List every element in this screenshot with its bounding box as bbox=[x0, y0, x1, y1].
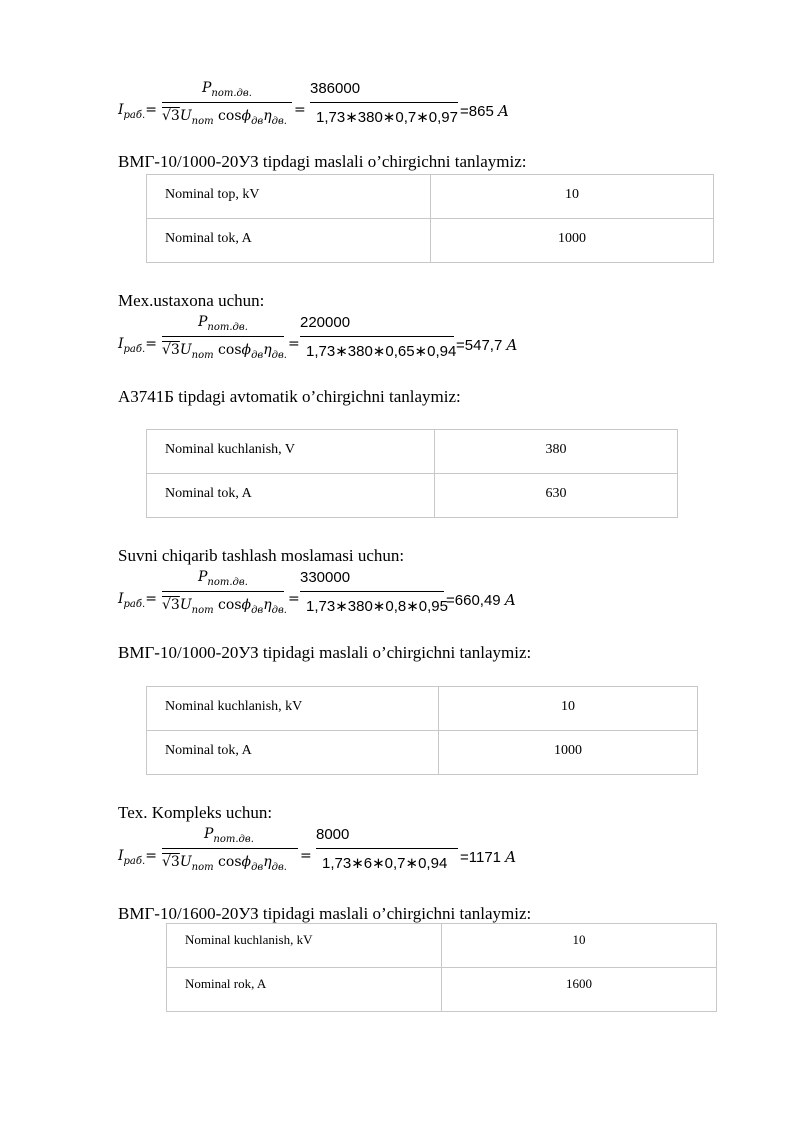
paragraph-2: Mex.ustaxona uchun: bbox=[118, 291, 265, 310]
formula-value-denominator: 1,73∗6∗0,7∗0,94 bbox=[322, 855, 448, 872]
table-row bbox=[147, 687, 698, 731]
formula-value-denominator: 1,73∗380∗0,8∗0,95 bbox=[306, 598, 448, 615]
formula-symbolic-numerator: $P_{пот.дв.}$ bbox=[198, 314, 248, 333]
formula-symbolic-denominator: $√3U_{пот}$ $\cos\phi_{дв}\eta_{дв.}$ bbox=[162, 108, 287, 127]
spec-table-1 bbox=[146, 174, 714, 263]
table-row bbox=[167, 924, 717, 968]
formula-2 bbox=[118, 314, 538, 378]
spec-table-4 bbox=[166, 923, 717, 1012]
fraction-bar bbox=[162, 336, 284, 337]
fraction-bar bbox=[162, 102, 292, 103]
paragraph-7: ВМГ-10/1600-20УЗ tipidagi maslali o’chirgichni tanlaymiz: bbox=[118, 904, 532, 923]
equals-sign: = bbox=[294, 102, 306, 118]
formula-lhs: $I_{раб.}=$ bbox=[118, 102, 157, 121]
formula-result: =865 A bbox=[460, 102, 509, 120]
table-row bbox=[147, 219, 714, 263]
equals-sign: = bbox=[288, 336, 300, 352]
table-cell-label: Nominal kuchlanish, kV bbox=[167, 924, 442, 968]
formula-symbolic-denominator: $√3U_{пот}$ $\cos\phi_{дв}\eta_{дв.}$ bbox=[162, 597, 287, 616]
paragraph-3: А3741Б tipdagi avtomatik o’chirgichni tanlaymiz: bbox=[118, 387, 461, 406]
formula-1 bbox=[118, 80, 538, 144]
paragraph-1: ВМГ-10/1000-20УЗ tipdagi maslali o’chirgichni tanlaymiz: bbox=[118, 152, 527, 171]
equals-sign: = bbox=[288, 591, 300, 607]
table-row bbox=[147, 731, 698, 775]
table-cell-label: Nominal tok, A bbox=[147, 731, 439, 775]
table-cell-label: Nominal kuchlanish, V bbox=[147, 430, 435, 474]
table-cell-label: Nominal top, kV bbox=[147, 175, 431, 219]
table-cell-value: 10 bbox=[442, 924, 717, 968]
formula-value-denominator: 1,73∗380∗0,65∗0,94 bbox=[306, 343, 457, 360]
table-row bbox=[167, 968, 717, 1012]
formula-symbolic-numerator: $P_{пот.дв.}$ bbox=[198, 569, 248, 588]
formula-lhs: $I_{раб.}=$ bbox=[118, 591, 157, 610]
paragraph-5: ВМГ-10/1000-20УЗ tipidagi maslali o’chirgichni tanlaymiz: bbox=[118, 643, 532, 662]
formula-4 bbox=[118, 826, 538, 890]
paragraph-4: Suvni chiqarib tashlash moslamasi uchun: bbox=[118, 546, 405, 565]
formula-symbolic-numerator: $P_{пот.дв.}$ bbox=[204, 826, 254, 845]
formula-symbolic-denominator: $√3U_{пот}$ $\cos\phi_{дв}\eta_{дв.}$ bbox=[162, 342, 287, 361]
table-cell-value: 380 bbox=[435, 430, 678, 474]
formula-result: =547,7 A bbox=[456, 336, 518, 354]
formula-value-numerator: 330000 bbox=[300, 569, 351, 586]
fraction-bar bbox=[310, 102, 458, 103]
fraction-bar bbox=[300, 591, 444, 592]
table-cell-value: 10 bbox=[431, 175, 714, 219]
table-row bbox=[147, 175, 714, 219]
fraction-bar bbox=[300, 336, 454, 337]
table-row bbox=[147, 430, 678, 474]
formula-value-numerator: 386000 bbox=[310, 80, 361, 97]
formula-3 bbox=[118, 569, 538, 633]
table-cell-label: Nominal kuchlanish, kV bbox=[147, 687, 439, 731]
formula-lhs: $I_{раб.}=$ bbox=[118, 848, 157, 867]
table-cell-value: 630 bbox=[435, 474, 678, 518]
formula-value-denominator: 1,73∗380∗0,7∗0,97 bbox=[316, 109, 458, 126]
table-row bbox=[147, 474, 678, 518]
fraction-bar bbox=[162, 591, 284, 592]
spec-table-3 bbox=[146, 686, 698, 775]
table-cell-value: 1000 bbox=[439, 731, 698, 775]
table-cell-label: Nominal rok, A bbox=[167, 968, 442, 1012]
table-cell-value: 1000 bbox=[431, 219, 714, 263]
table-cell-label: Nominal tok, A bbox=[147, 219, 431, 263]
fraction-bar bbox=[162, 848, 298, 849]
formula-result: =1171 A bbox=[460, 848, 517, 866]
table-cell-value: 1600 bbox=[442, 968, 717, 1012]
formula-result: =660,49 A bbox=[446, 591, 516, 609]
equals-sign: = bbox=[300, 848, 312, 864]
fraction-bar bbox=[316, 848, 458, 849]
table-cell-label: Nominal tok, A bbox=[147, 474, 435, 518]
table-cell-value: 10 bbox=[439, 687, 698, 731]
formula-value-numerator: 8000 bbox=[316, 826, 350, 843]
formula-symbolic-numerator: $P_{пот.дв.}$ bbox=[202, 80, 252, 99]
formula-lhs: $I_{раб.}=$ bbox=[118, 336, 157, 355]
spec-table-2 bbox=[146, 429, 678, 518]
paragraph-6: Tex. Kompleks uchun: bbox=[118, 803, 273, 822]
formula-symbolic-denominator: $√3U_{пот}$ $\cos\phi_{дв}\eta_{дв.}$ bbox=[162, 854, 287, 873]
formula-value-numerator: 220000 bbox=[300, 314, 351, 331]
